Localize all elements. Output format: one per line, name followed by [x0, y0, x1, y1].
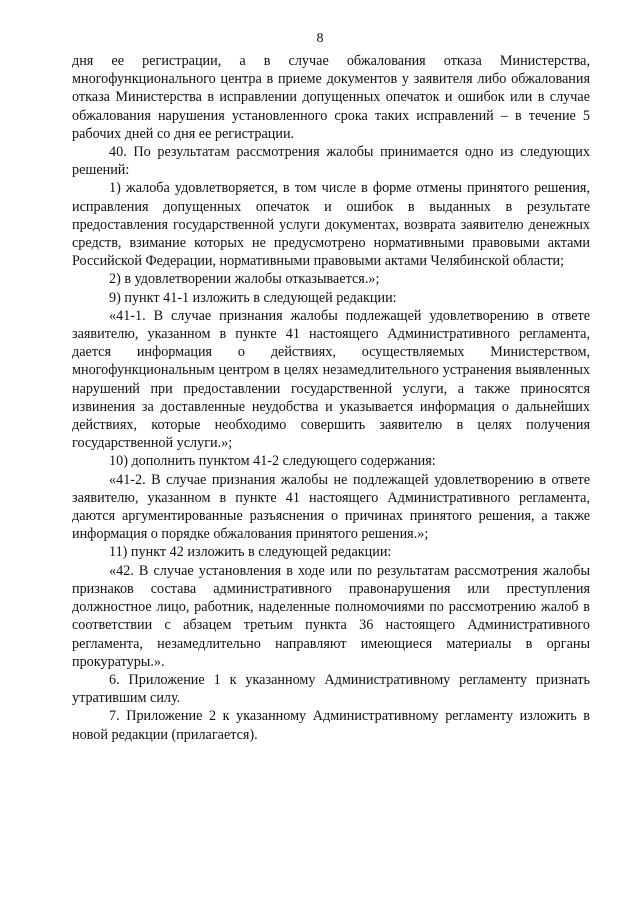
paragraph-point-41-2: «41-2. В случае признания жалобы не подлежащей удовлетворению в ответе заявителю, указанном в пункте 41 настоящего Административного регламента, даются аргументированные разъяснения о причинах принятого решения, а также информация о порядке обжалования принятого решения.»; [72, 471, 590, 543]
document-body [72, 52, 590, 744]
paragraph-item-7: 7. Приложение 2 к указанному Административному регламенту изложить в новой редакции (прилагается). [72, 708, 590, 743]
paragraph-point-40: 40. По результатам рассмотрения жалобы принимается одно из следующих решений: [72, 144, 590, 179]
paragraph-item-6: 6. Приложение 1 к указанному Административному регламенту признать утратившим силу. [72, 671, 590, 707]
paragraph-decision-1: 1) жалоба удовлетворяется, в том числе в форме отмены принятого решения, исправления допущенных опечаток и ошибок в выданных в результате предоставления государственной услуги документах, возврата заявителю денежных средств, взимание которых не предусмотрено нормативными правовыми актами Российской Федерации, нормативными правовыми актами Челябинской области; [72, 180, 590, 270]
paragraph-amendment-9: 9) пункт 41-1 изложить в следующей редакции: [109, 289, 397, 306]
paragraph-amendment-10: 10) дополнить пунктом 41-2 следующего содержания: [109, 453, 436, 470]
paragraph-point-42: «42. В случае установления в ходе или по результатам рассмотрения жалобы признаков состава административного правонарушения или преступления должностное лицо, работник, наделенные полномочиями по рассмотрению жалоб в соответствии с абзацем третьим пункта 36 настоящего Административного регламента, незамедлительно направляют имеющиеся материалы в органы прокуратуры.». [72, 562, 590, 670]
paragraph-amendment-11: 11) пункт 42 изложить в следующей редакции: [109, 544, 392, 561]
paragraph-continuation: дня ее регистрации, а в случае обжалования отказа Министерства, многофункционального центра в приеме документов у заявителя либо обжалования отказа Министерства в исправлении допущенных опечаток и ошибок или в случае обжалования нарушения установленного срока таких исправлений – в течение 5 рабочих дней со дня ее регистрации. [72, 53, 590, 142]
page-number: 8 [316, 31, 324, 46]
paragraph-decision-2: 2) в удовлетворении жалобы отказывается.»; [109, 271, 380, 288]
paragraph-point-41-1: «41-1. В случае признания жалобы подлежащей удовлетворению в ответе заявителю, указанном в пункте 41 настоящего Административного регламента, дается информация о действиях, осуществляемых Министерством, многофункциональным центром в целях незамедлительного устранения выявленных нарушений при предоставлении государственной услуги, а также приносятся извинения за доставленные неудобства и указывается информация о дальнейших действиях, которые необходимо совершить заявителю в целях получения государственной услуги.»; [72, 307, 590, 452]
